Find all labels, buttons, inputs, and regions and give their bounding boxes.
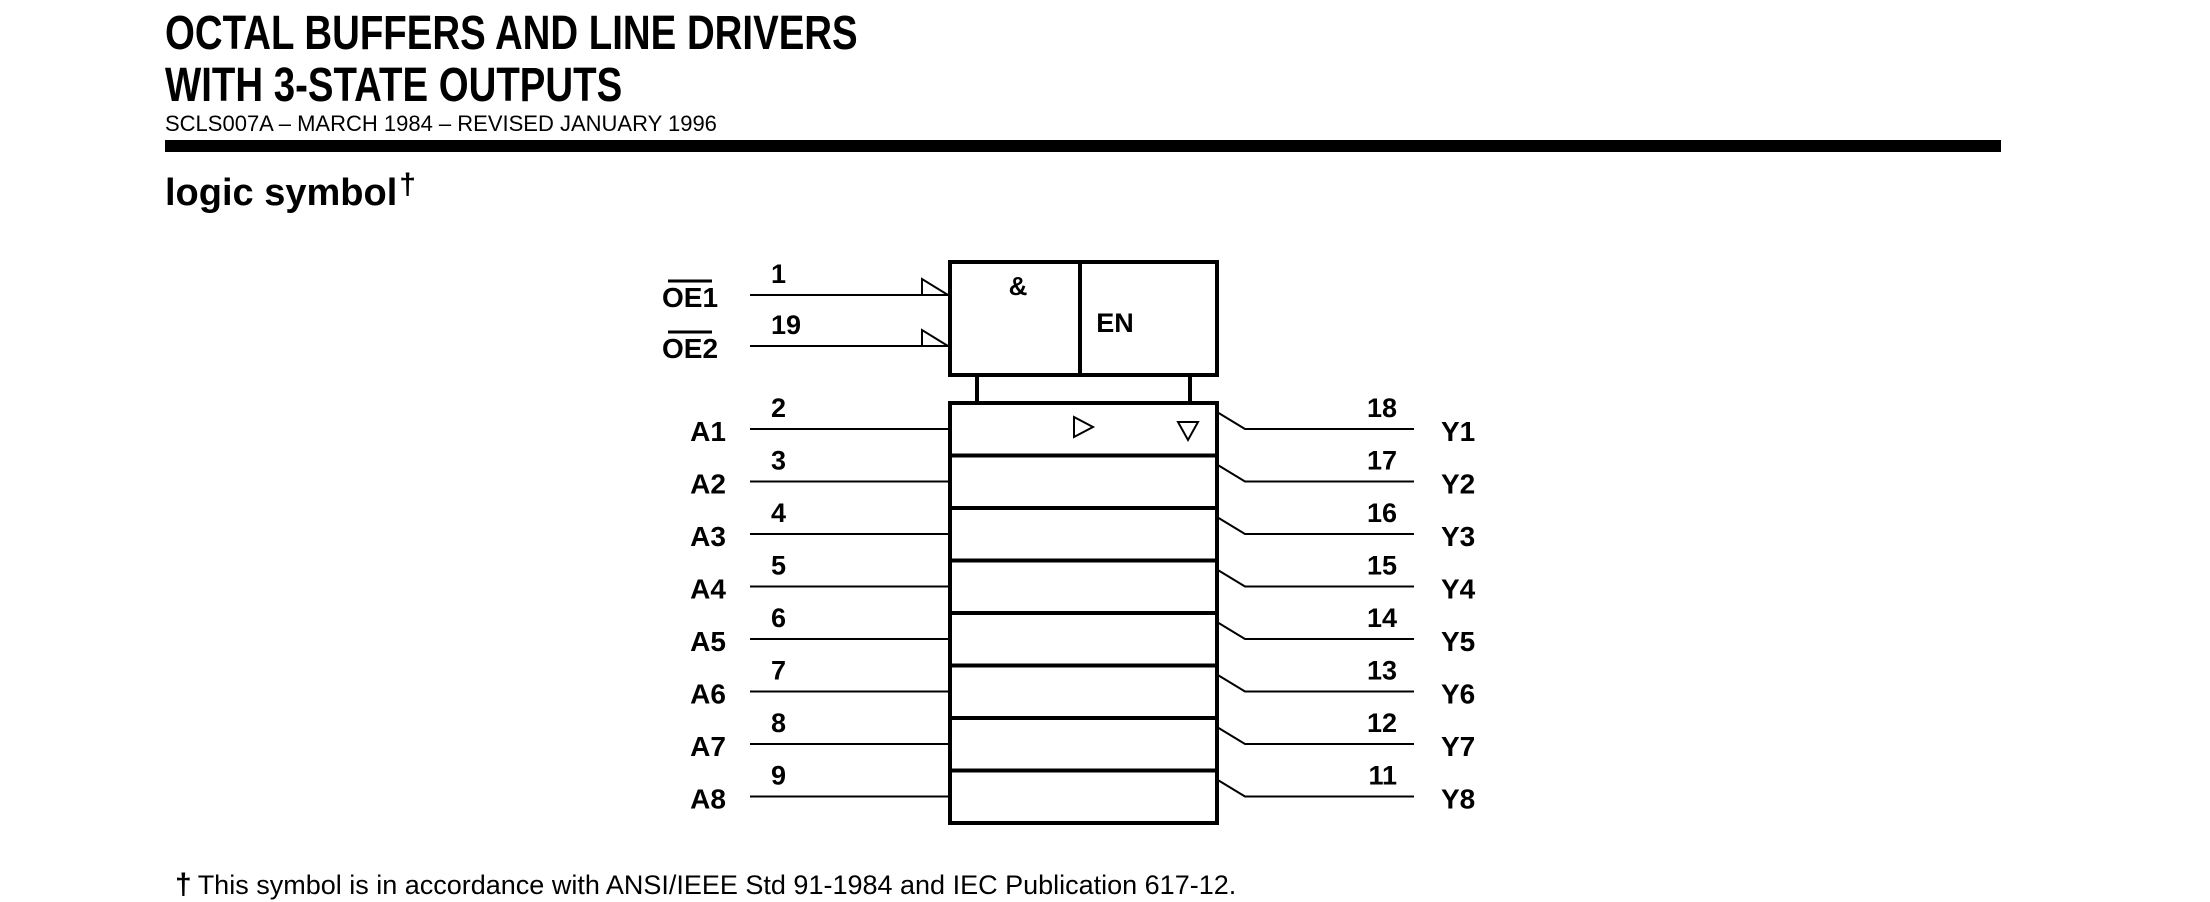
document-revision-line: SCLS007A – MARCH 1984 – REVISED JANUARY 1996 — [165, 111, 717, 136]
section-dagger: † — [399, 168, 416, 201]
enable-input-label: OE2 — [661, 333, 719, 364]
output-label: Y6 — [1441, 678, 1476, 710]
output-label: Y4 — [1441, 573, 1476, 605]
input-pin-number: 4 — [771, 498, 787, 528]
output-pin-number: 13 — [1366, 655, 1397, 686]
enable-input-label: OE1 — [661, 282, 719, 313]
input-pin-number: 5 — [771, 550, 787, 581]
three-state-output-icon — [1178, 422, 1198, 440]
input-pin-number: 7 — [771, 655, 787, 686]
input-pin-number: 8 — [771, 708, 787, 738]
input-label: A7 — [690, 731, 726, 762]
section-title: logic symbol — [165, 172, 398, 214]
input-label: A4 — [690, 573, 726, 605]
footnote-dagger: † — [175, 868, 192, 901]
output-label: Y2 — [1441, 468, 1476, 500]
active-low-indicator-icon — [922, 279, 948, 295]
output-label: Y5 — [1441, 626, 1476, 657]
footnote-text: This symbol is in accordance with ANSI/IEEE Std 91-1984 and IEC Publication 617-12. — [197, 870, 1237, 900]
output-label: Y8 — [1441, 783, 1476, 815]
title-line-1: OCTAL BUFFERS AND LINE DRIVERS — [165, 7, 858, 60]
output-label: Y1 — [1441, 416, 1476, 447]
enable-control-block — [950, 262, 1217, 375]
input-pin-number: 6 — [771, 603, 787, 633]
buffer-symbol-icon — [1074, 417, 1093, 437]
output-pin-number: 15 — [1366, 550, 1397, 581]
input-pin-number: 9 — [771, 760, 787, 791]
output-pin-number: 18 — [1366, 393, 1397, 423]
input-label: A3 — [690, 521, 726, 552]
input-label: A6 — [690, 678, 726, 710]
footnote — [175, 868, 1236, 902]
output-label: Y7 — [1441, 731, 1476, 762]
output-pin-number: 16 — [1366, 498, 1397, 528]
input-pin-number: 3 — [771, 445, 787, 476]
output-pin-number: 11 — [1368, 760, 1397, 791]
input-label: A8 — [690, 783, 726, 815]
output-label: Y3 — [1441, 521, 1476, 552]
input-label: A2 — [690, 468, 726, 500]
input-label: A5 — [690, 626, 726, 657]
output-pin-number: 14 — [1366, 603, 1397, 633]
enable-pin-number: 1 — [771, 259, 787, 289]
title-line-2: WITH 3-STATE OUTPUTS — [165, 59, 623, 112]
input-pin-number: 2 — [771, 393, 787, 423]
enable-label: EN — [1096, 308, 1134, 338]
output-pin-number: 12 — [1366, 708, 1397, 738]
and-label: & — [1008, 271, 1028, 301]
active-low-indicator-icon — [922, 330, 948, 346]
input-label: A1 — [690, 416, 726, 447]
output-pin-number: 17 — [1366, 445, 1397, 476]
enable-pin-number: 19 — [771, 310, 802, 340]
